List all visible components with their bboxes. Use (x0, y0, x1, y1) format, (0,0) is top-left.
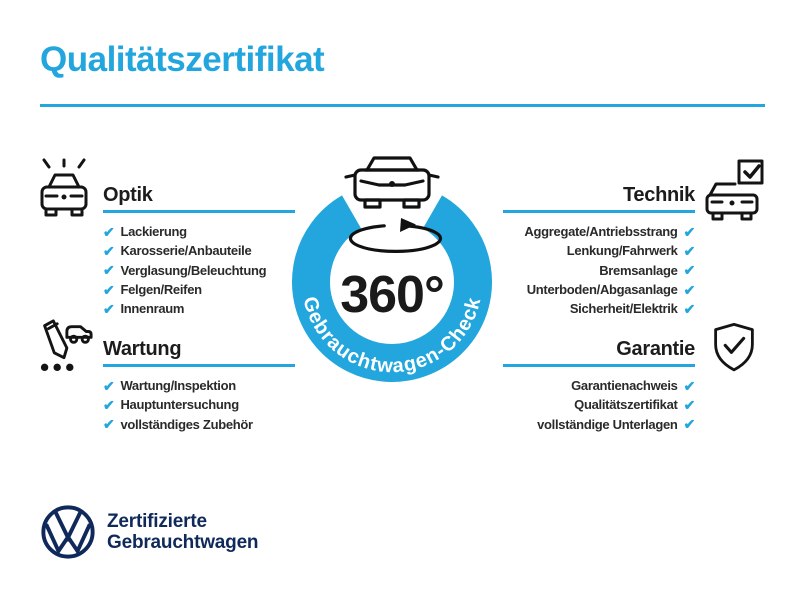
list-item (503, 299, 695, 318)
check-icon: ✔ (103, 223, 115, 240)
list-item-label: Wartung/Inspektion (120, 378, 236, 394)
list-item (103, 261, 295, 280)
check-icon: ✔ (103, 242, 115, 259)
section-title: Wartung (103, 338, 182, 360)
check-icon: ✔ (683, 300, 695, 317)
check-icon: ✔ (103, 377, 115, 394)
footer-claim (107, 511, 258, 553)
title-divider (40, 104, 765, 107)
list-item (103, 376, 295, 395)
vw-logo (40, 504, 96, 560)
section-divider (103, 364, 295, 367)
list-item (503, 222, 695, 241)
list-item-label: Unterboden/Abgasanlage (526, 282, 678, 298)
360-check-badge (270, 140, 530, 400)
headlight-dot (389, 181, 395, 187)
list-item (103, 395, 295, 414)
list-item (103, 222, 295, 241)
list-item (103, 299, 295, 318)
check-icon: ✔ (683, 242, 695, 259)
list-item-label: Verglasung/Beleuchtung (120, 262, 267, 278)
list-item-label: vollständiges Zubehör (120, 416, 253, 432)
list-item (503, 395, 695, 414)
list-item-label: Qualitätszertifikat (574, 397, 678, 413)
section-divider (103, 210, 295, 213)
list-item-label: Garantienachweis (571, 378, 678, 394)
check-icon: ✔ (103, 262, 115, 279)
shield-check-icon (706, 320, 762, 376)
check-icon: ✔ (683, 377, 695, 394)
section-optik (103, 182, 295, 318)
car-front-rotation-icon (346, 158, 440, 251)
list-item (503, 261, 695, 280)
check-icon: ✔ (683, 281, 695, 298)
list-item-label: Aggregate/Antriebsstrang (524, 224, 678, 240)
checklist (503, 376, 695, 434)
page-title: Qualitätszertifikat (40, 40, 325, 79)
list-item-label: Karosserie/Anbauteile (120, 243, 252, 259)
list-item (103, 280, 295, 299)
checklist (503, 222, 695, 318)
section-title: Optik (103, 184, 153, 206)
section-divider (503, 364, 695, 367)
list-item-label: Hauptuntersuchung (120, 397, 239, 413)
check-icon: ✔ (683, 416, 695, 433)
section-garantie (503, 336, 695, 434)
list-item (503, 376, 695, 395)
checklist (103, 376, 295, 434)
list-item-label: Lenkung/Fahrwerk (566, 243, 678, 259)
list-item (103, 415, 295, 434)
list-item (103, 241, 295, 260)
list-item-label: Lackierung (120, 224, 187, 240)
list-item (503, 280, 695, 299)
check-icon: ✔ (103, 396, 115, 413)
list-item (503, 241, 695, 260)
check-icon: ✔ (103, 300, 115, 317)
list-item-label: vollständige Unterlagen (537, 416, 678, 432)
section-divider (503, 210, 695, 213)
list-item-label: Bremsanlage (599, 262, 678, 278)
rotation-arrowhead (400, 218, 416, 232)
footer-claim-line2: Gebrauchtwagen (107, 532, 259, 553)
car-shine-icon (32, 158, 96, 222)
section-title: Technik (623, 184, 695, 206)
check-icon: ✔ (103, 416, 115, 433)
pencil-car-icon (32, 316, 94, 378)
section-title: Garantie (616, 338, 695, 360)
footer-claim-line1: Zertifizierte (107, 511, 207, 532)
list-item-label: Sicherheit/Elektrik (569, 301, 678, 317)
check-icon: ✔ (103, 281, 115, 298)
section-technik (503, 182, 695, 318)
ring-label: Gebrauchtwagen-Check (298, 294, 486, 378)
list-item-label: Felgen/Reifen (120, 282, 202, 298)
check-icon: ✔ (683, 223, 695, 240)
check-icon: ✔ (683, 262, 695, 279)
degree-label: 360° (340, 266, 444, 324)
list-item-label: Innenraum (120, 301, 185, 317)
section-wartung (103, 336, 295, 434)
checklist (103, 222, 295, 318)
car-checkbox-icon (702, 158, 766, 222)
list-item (503, 415, 695, 434)
check-icon: ✔ (683, 396, 695, 413)
